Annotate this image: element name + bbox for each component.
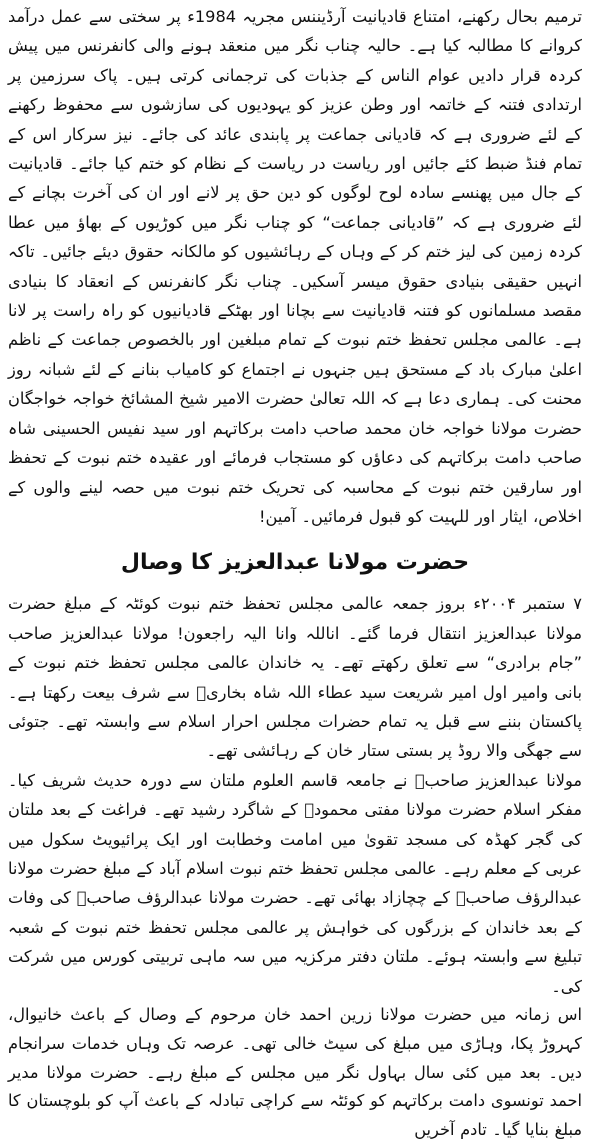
section-heading: حضرت مولانا عبدالعزیز کا وصال (120, 550, 470, 576)
paragraph-biography: مولانا عبدالعزیز صاحبؒ نے جامعہ قاسم العلوم ملتان سے دورہ حدیث شریف کیا۔ مفکر اسلام حضرت مولانا مفتی محمودؒ کے شاگرد رشید تھے۔ فراغت کے بعد ملتان کی گجر کھڈہ کی مسجد تقویٰ میں امامت وخطابت اور ایک پرائیویٹ سکول میں عربی کے معلم رہے۔ عالمی مجلس تحفظ ختم نبوت اسلام آباد کے مبلغ حضرت مولانا عبدالرؤف صاحبؒ کے چچازاد بھائی تھے۔ حضرت مولانا عبدالرؤف صاحبؒ کی وفات کے بعد خاندان کے بزرگوں کی خواہش پر عالمی مجلس تحفظ ختم نبوت کے شعبہ تبلیغ سے وابستہ ہوئے۔ ملتان دفتر مرکزیہ میں سہ ماہی تربیتی کورس میں شرکت کی۔ (8, 770, 582, 996)
paragraph-service: اس زمانہ میں حضرت مولانا زرین احمد خان مرحوم کے وصال کے باعث خانیوال، کہروڑ پکا، وہاڑی میں مبلغ کی سیٹ خالی تھی۔ عرصہ تک وہاں خدمات سرانجام دیں۔ بعد میں کئی سال بہاول نگر میں مجلس کے مبلغ رہے۔ حضرت مولانا مدیر احمد تونسوی دامت برکاتہم کو کوئٹہ سے کراچی تبادلہ کے باعث آپ کو بلوچستان کا مبلغ بنایا گیا۔ تادم آخریں (8, 1005, 582, 1140)
document-page (8, 0, 582, 1140)
paragraph-resolutions: ترمیم بحال رکھنے، امتناع قادیانیت آرڈیننس مجریہ 1984ء پر سختی سے عمل درآمد کروانے کا مطالبہ کیا ہے۔ حالیہ چناب نگر میں منعقد ہونے والی کانفرنس میں پیش کردہ قرار دادیں عوام الناس کے جذبات کی ترجمانی کرتی ہیں۔ پاک سرزمین پر ارتدادی فتنہ کے خاتمہ اور وطن عزیز کو یہودیوں کی سازشوں سے محفوظ رکھنے کے لئے ضروری ہے کہ قادیانی جماعت پر پابندی عائد کی جائے۔ نیز سرکار اس کے تمام فنڈ ضبط کئے جائیں اور ریاست در ریاست کے نظام کو ختم کیا جائے۔ قادیانیت کے جال میں پھنسے سادہ لوح لوگوں کو دین حق پر لانے اور ان کی آخرت بچانے کے لئے ضروری ہے کہ ”قادیانی جماعت“ کو چناب نگر میں کوڑیوں کے بھاؤ میں عطا کردہ زمین کی لیز ختم کر کے وہاں کے رہائشیوں کو مالکانہ حقوق دیئے جائیں۔ تاکہ انہیں حقیقی بنیادی حقوق میسر آسکیں۔ چناب نگر کانفرنس کے انعقاد کا بنیادی مقصد مسلمانوں کو فتنہ قادیانیت سے بچانا اور بھٹکے قادیانیوں کو راہ راست پر لانا ہے۔ عالمی مجلس تحفظ ختم نبوت کے تمام مبلغین اور بالخصوص جماعت کے ناظم اعلیٰ مبارک باد کے مستحق ہیں جنہوں نے اجتماع کو کامیاب بنانے کے لئے شبانہ روز محنت کی۔ ہماری دعا ہے کہ اللہ تعالیٰ حضرت الامیر شیخ المشائخ خواجہ خواجگان حضرت مولانا خواجہ خان محمد صاحب دامت برکاتہم اور سید نفیس الحسینی شاہ صاحب دامت برکاتہم کی دعاؤں کو مستجاب فرمائے اور عقیدہ ختم نبوت کے تحفظ اور سارقین ختم نبوت کے محاسبہ کی تحریک ختم نبوت میں حصہ لینے والوں کے اخلاص، ایثار اور للہیت کو قبول فرمائیں۔ آمین! (8, 7, 582, 526)
paragraph-obituary-intro: ۷ ستمبر ۲۰۰۴ء بروز جمعہ عالمی مجلس تحفظ ختم نبوت کوئٹہ کے مبلغ حضرت مولانا عبدالعزیز انتقال فرما گئے۔ اناللہ وانا الیہ راجعون! مولانا عبدالعزیز صاحب ”جام برادری“ سے تعلق رکھتے تھے۔ یہ خاندان عالمی مجلس تحفظ ختم نبوت کے بانی وامیر اول امیر شریعت سید عطاء اللہ شاہ بخاریؒ سے شرف بیعت رکھتا ہے۔ پاکستان بننے سے قبل یہ تمام حضرات مجلس احرار اسلام سے وابستہ تھے۔ جتوئی سے جھگی والا روڈ پر بستی ستار خان کے رہائشی تھے۔ (8, 594, 582, 761)
